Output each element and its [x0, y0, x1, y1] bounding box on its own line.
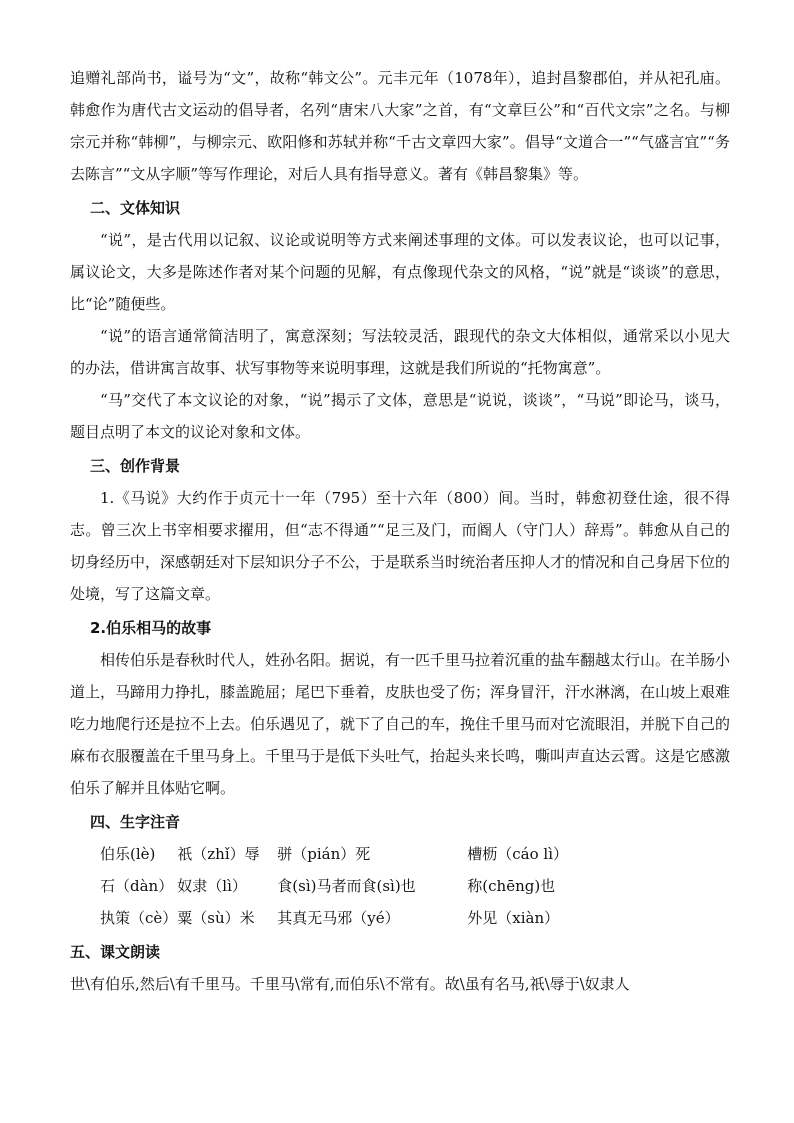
pron-cell: 祇（zhǐ）辱 — [177, 845, 260, 863]
pron-cell: 其真无马邪（yé） — [277, 909, 400, 927]
background-item-1: 1.《马说》大约作于贞元十一年（795）至十六年（800）间。当时，韩愈初登仕途，很不得志。曾三次上书宰相要求擢用，但“志不得通”“足三及门，而阍人（守门人）辞焉”。韩愈从自己的切身经历中，深感朝廷对下层知识分子不公，于是联系当时统治者压抑人才的情况和自己身居下位的处境，写了这篇文章。 — [70, 489, 731, 603]
pron-cell: 称(chēng)也 — [467, 877, 556, 895]
reading-text: 世\有伯乐,然后\有千里马。千里马\常有,而伯乐\不常有。故\虽有名马,祇\辱于\奴隶人 — [70, 975, 630, 993]
document-page — [70, 62, 730, 1000]
section-heading-pronunciation: 四、生字注音 — [90, 813, 181, 831]
section-heading-reading: 五、课文朗读 — [70, 943, 161, 961]
pron-cell: 执策（cè） — [100, 909, 178, 927]
genre-paragraph-2: “说”的语言通常简洁明了，寓意深刻；写法较灵活，跟现代的杂文大体相似，通常采以小见大的办法，借讲寓言故事、状写事物等来说明事理，这就是我们所说的“托物寓意”。 — [70, 327, 730, 377]
section-heading-background: 三、创作背景 — [90, 457, 181, 475]
pron-cell: 粟（sù）米 — [177, 909, 255, 927]
background-item-2-text: 相传伯乐是春秋时代人，姓孙名阳。据说，有一匹千里马拉着沉重的盐车翻越太行山。在羊肠小道上，马蹄用力挣扎，膝盖跪屈；尾巴下垂着，皮肤也受了伤；浑身冒汗，汗水淋漓，在山坡上艰难吃力地爬行还是拉不上去。伯乐遇见了，就下了自己的车，挽住千里马而对它流眼泪，并脱下自己的麻布衣服覆盖在千里马身上。千里马于是低下头吐气，抬起头来长鸣，嘶叫声直达云霄。这是它感激伯乐了解并且体贴它啊。 — [70, 651, 731, 797]
table-row — [100, 870, 568, 902]
genre-paragraph-3: “马”交代了本文议论的对象，“说”揭示了文体，意思是“说说，谈谈”，“马说”即论马，谈马，题目点明了本文的议论对象和文体。 — [70, 391, 730, 441]
table-row — [100, 902, 568, 934]
pron-cell: 骈（pián）死 — [277, 845, 371, 863]
pron-cell: 外见（xiàn） — [467, 909, 560, 927]
intro-paragraph: 追赠礼部尚书，谥号为“文”，故称“韩文公”。元丰元年（1078年），追封昌黎郡伯，并从祀孔庙。韩愈作为唐代古文运动的倡导者，名列“唐宋八大家”之首，有“文章巨公”和“百代文宗”之名。与柳宗元并称“韩柳”，与柳宗元、欧阳修和苏轼并称“千古文章四大家”。倡导“文道合一”“气盛言宜”“务去陈言”“文从字顺”等写作理论，对后人具有指导意义。著有《韩昌黎集》等。 — [70, 69, 730, 183]
pron-cell: 食(sì)马者而食(sì)也 — [277, 877, 416, 895]
table-row — [100, 838, 568, 870]
background-item-2-heading: 2.伯乐相马的故事 — [90, 619, 212, 637]
pron-cell: 槽枥（cáo lì） — [467, 845, 569, 863]
pron-cell: 奴隶（lì） — [177, 877, 247, 895]
pron-cell: 石（dàn） — [100, 877, 174, 895]
genre-paragraph-1: “说”，是古代用以记叙、议论或说明等方式来阐述事理的文体。可以发表议论，也可以记事，属议论文，大多是陈述作者对某个问题的见解，有点像现代杂文的风格，“说”就是“谈谈”的意思，比“论”随便些。 — [70, 231, 730, 313]
section-heading-genre: 二、文体知识 — [90, 199, 181, 217]
pron-cell: 伯乐(lè) — [100, 845, 156, 863]
pronunciation-table — [100, 838, 568, 934]
